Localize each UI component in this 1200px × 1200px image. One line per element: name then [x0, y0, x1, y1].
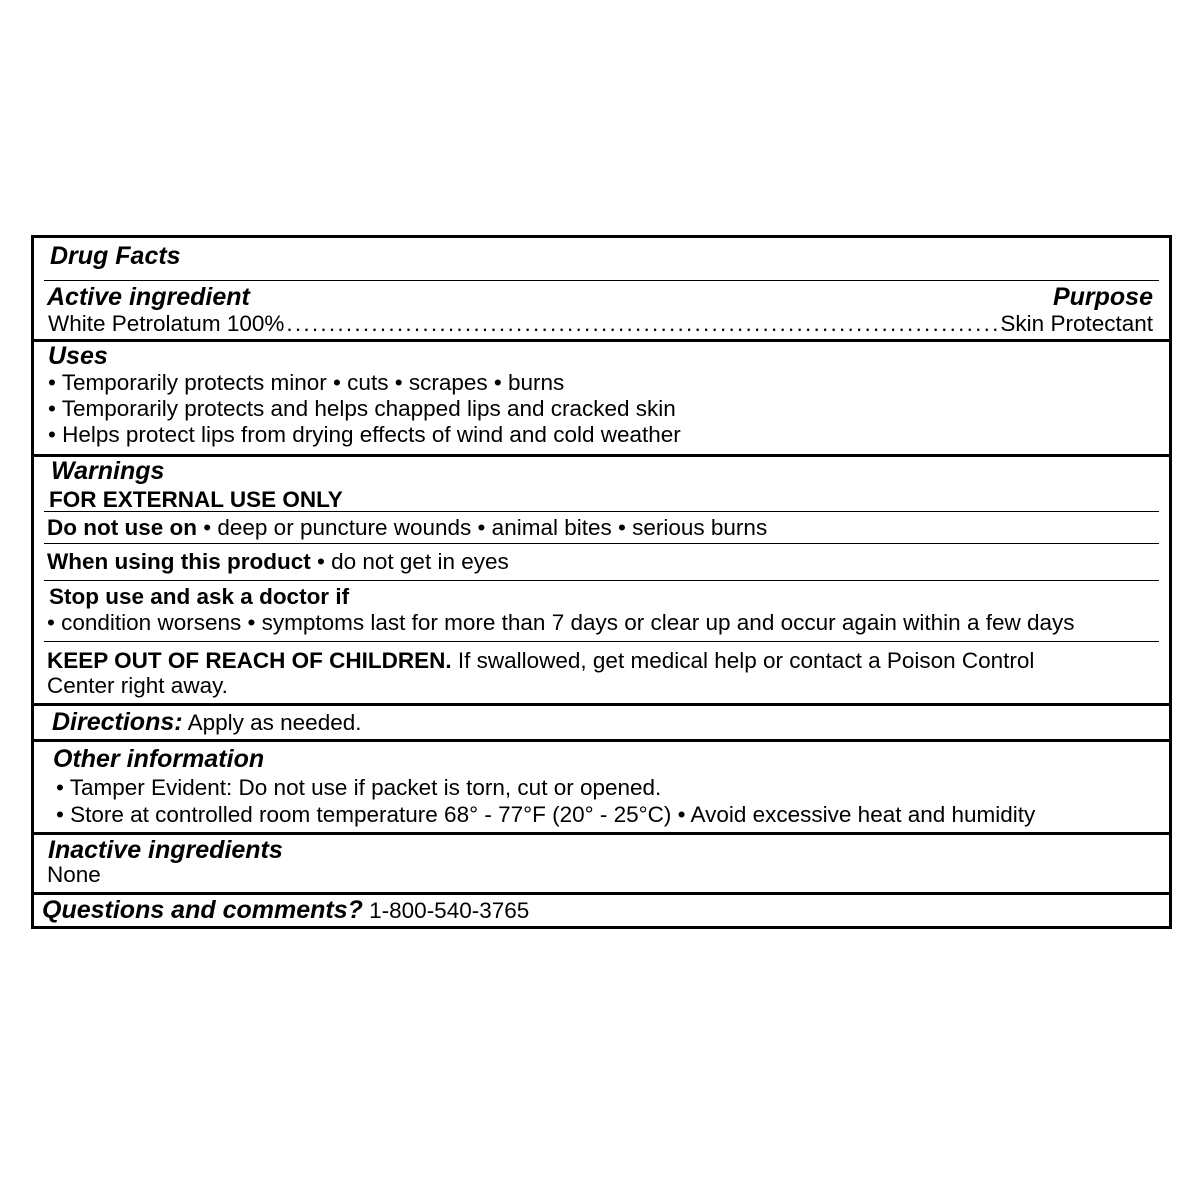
other-info-line: • Tamper Evident: Do not use if packet is torn, cut or opened.	[56, 775, 662, 800]
inactive-text: None	[47, 862, 101, 887]
directions-heading: Directions:	[52, 708, 183, 736]
warnings-divider	[44, 543, 1159, 544]
other-info-line: • Store at controlled room temperature 68° - 77°F (20° - 25°C) • Avoid excessive heat and humidity	[56, 802, 1036, 827]
drug-facts-panel	[31, 235, 1172, 929]
do-not-use-text: • deep or puncture wounds • animal bites • serious burns	[197, 515, 768, 540]
when-using-text: • do not get in eyes	[310, 549, 509, 574]
other-info-heading: Other information	[53, 745, 265, 773]
active-ingredient-name: White Petrolatum 100%	[48, 311, 285, 336]
uses-line: • Temporarily protects minor • cuts • scrapes • burns	[48, 370, 565, 395]
section-divider-warnings	[34, 454, 1169, 457]
section-divider-inactive	[34, 832, 1169, 835]
keep-out-row	[47, 648, 1034, 674]
directions-text: Apply as needed.	[182, 710, 362, 735]
stop-use-label: Stop use and ask a doctor if	[49, 584, 350, 609]
purpose-heading: Purpose	[1052, 283, 1153, 311]
questions-row	[42, 897, 529, 924]
section-divider-uses	[34, 339, 1169, 342]
active-ingredient-row	[48, 311, 1153, 337]
uses-line: • Temporarily protects and helps chapped lips and cracked skin	[48, 396, 676, 421]
stop-use-text: • condition worsens • symptoms last for more than 7 days or clear up and occur again within a few days	[47, 610, 1075, 635]
questions-phone: 1-800-540-3765	[362, 898, 530, 923]
section-divider-questions	[34, 892, 1169, 895]
keep-out-text-continued: Center right away.	[47, 673, 228, 698]
inactive-heading: Inactive ingredients	[48, 836, 283, 864]
when-using-row	[47, 549, 509, 575]
warnings-heading: Warnings	[51, 457, 165, 485]
title-divider	[44, 280, 1159, 281]
dot-leader	[286, 311, 998, 337]
section-divider-other	[34, 739, 1169, 742]
when-using-label: When using this product	[47, 549, 311, 574]
warnings-divider	[44, 641, 1159, 642]
drug-facts-title: Drug Facts	[50, 242, 181, 270]
do-not-use-row	[47, 515, 767, 541]
directions-row	[52, 709, 361, 736]
keep-out-text: If swallowed, get medical help or contact a Poison Control	[451, 648, 1035, 673]
questions-heading: Questions and comments?	[42, 896, 363, 924]
active-ingredient-heading: Active ingredient	[47, 283, 250, 311]
uses-line: • Helps protect lips from drying effects of wind and cold weather	[48, 422, 681, 447]
warnings-divider	[44, 580, 1159, 581]
section-divider-directions	[34, 703, 1169, 706]
external-use-only: FOR EXTERNAL USE ONLY	[49, 487, 343, 512]
do-not-use-label: Do not use on	[47, 515, 197, 540]
uses-heading: Uses	[48, 342, 108, 370]
purpose-value: Skin Protectant	[1000, 311, 1153, 336]
keep-out-label: KEEP OUT OF REACH OF CHILDREN.	[47, 648, 452, 673]
warnings-divider	[44, 511, 1159, 512]
